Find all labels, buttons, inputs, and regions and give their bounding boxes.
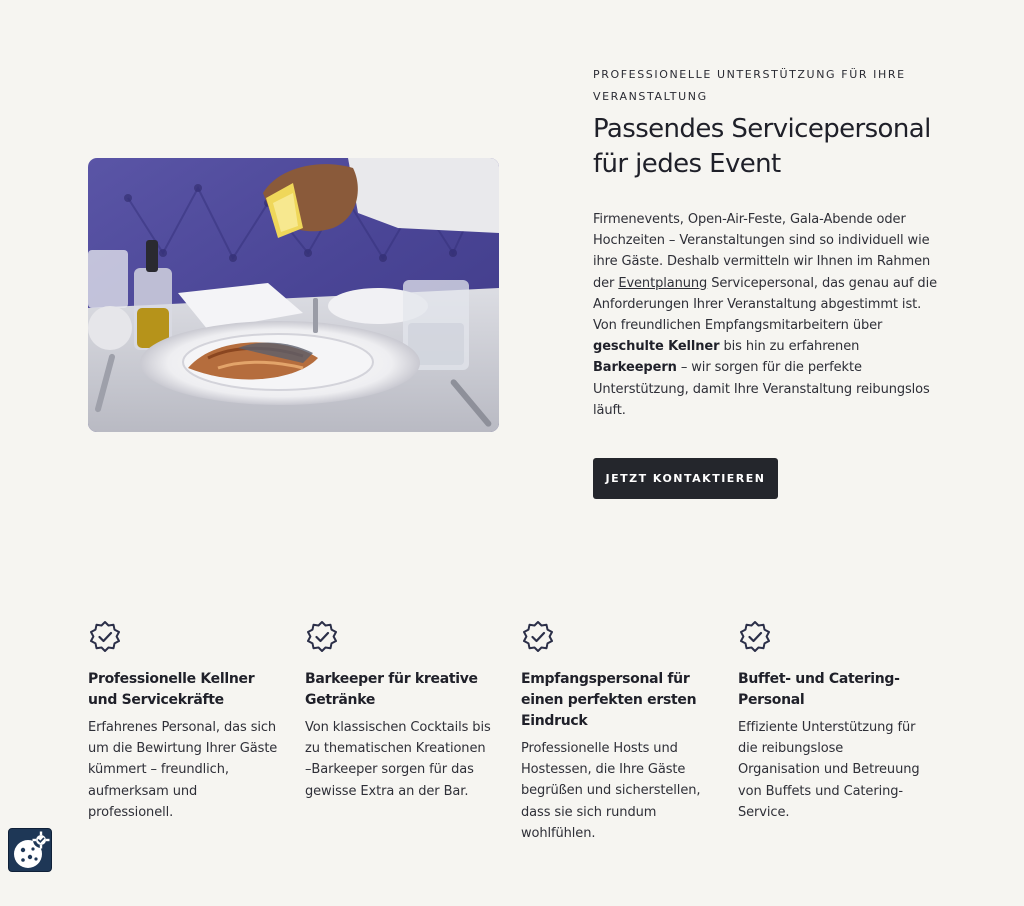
feature-title: Professionelle Kellner und Servicekräfte [88,671,255,708]
feature-text: Professionelle Hosts und Hostessen, die Ihre Gäste begrüßen und sicherstellen, dass sie sich rundum wohlfühlen. [521,741,701,841]
headline-line-1: Passendes Servicepersonal [593,114,931,144]
verified-badge-icon [305,620,339,654]
feature-title: Buffet- und Catering-Personal [738,671,900,708]
feature-text: Erfahrenes Personal, das sich um die Bewirtung Ihrer Gäste kümmert – freundlich, aufmerksam und professionell. [88,720,278,820]
feature-card [521,620,711,844]
intro-section [593,64,938,421]
body-text-part: Firmenevents, Open-Air-Feste, Gala-Abende oder Hochzeiten – Veranstaltungen sind so individuell wie ihre Gäste. Deshalb vermitteln wir Ihnen im Rahmen der [593,212,931,291]
feature-title: Empfangspersonal für einen perfekten ersten Eindruck [521,671,697,729]
page-title [593,112,938,182]
eventplanung-link[interactable]: Eventplanung [618,275,708,291]
contact-button[interactable]: JETZT KONTAKTIEREN [593,458,778,499]
cookie-settings-icon [9,829,53,873]
feature-text: Effiziente Unterstützung für die reibungslose Organisation und Betreuung von Buffets und Catering-Service. [738,720,920,820]
body-bold-kellner: geschulte Kellner [593,339,720,355]
feature-card [305,620,495,802]
feature-text: Von klassischen Cocktails bis zu thematischen Kreationen –Barkeeper sorgen für das gewisse Extra an der Bar. [305,720,491,799]
feature-card [88,620,278,823]
feature-title: Barkeeper für kreative Getränke [305,671,478,708]
intro-paragraph [593,209,938,421]
body-text-part: Servicepersonal, das genau auf die Anforderungen Ihrer Veranstaltung abgestimmt ist. Von freundlichen Empfangsmitarbeitern über [593,275,937,334]
hero-image [88,158,499,432]
body-text-part: – wir sorgen für die perfekte Unterstützung, damit Ihre Veranstaltung reibungslos läuft. [593,360,930,418]
eyebrow-text: PROFESSIONELLE UNTERSTÜTZUNG FÜR IHRE VERANSTALTUNG [593,68,906,103]
verified-badge-icon [521,620,555,654]
headline-line-2: für jedes Event [593,149,781,179]
feature-card [738,620,928,823]
verified-badge-icon [738,620,772,654]
cookie-settings-button[interactable] [8,828,52,872]
body-bold-barkeepern: Barkeepern [593,360,677,376]
verified-badge-icon [88,620,122,654]
body-text-part: bis hin zu erfahrenen [719,339,860,355]
